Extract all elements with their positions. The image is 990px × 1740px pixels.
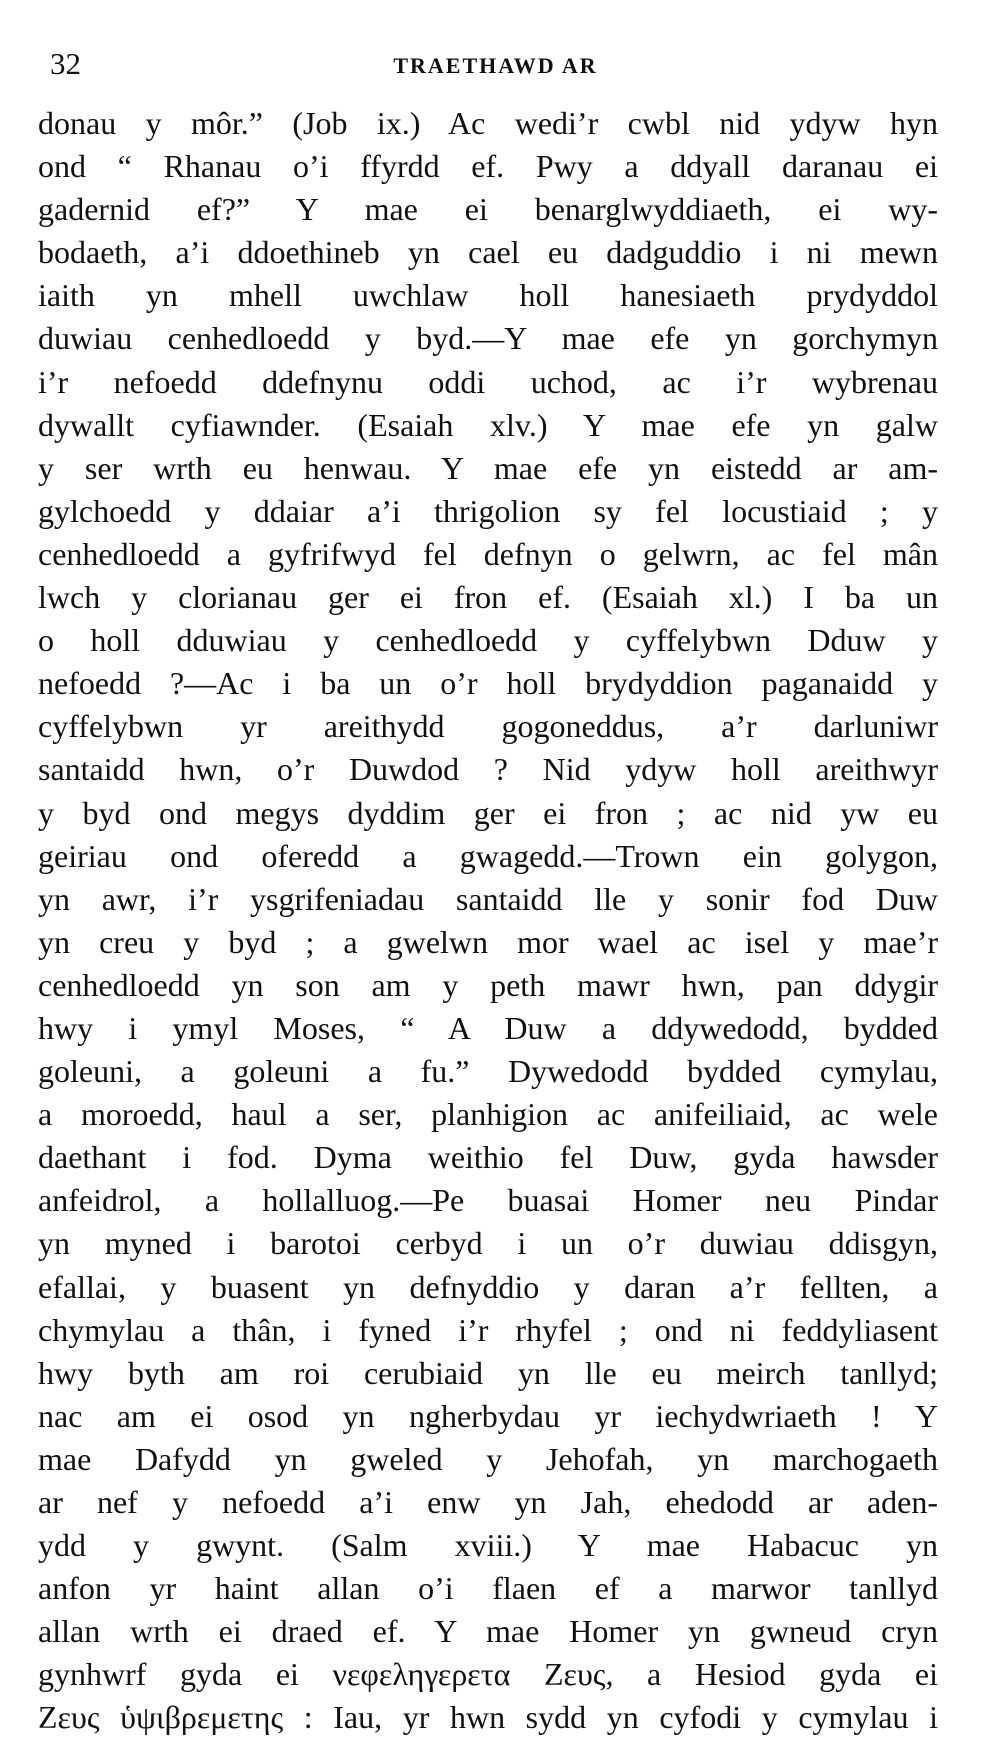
running-head: TRAETHAWD AR — [393, 53, 598, 78]
text-line: dywallt cyfiawnder. (Esaiah xlv.) Y mae efe yn galw — [38, 406, 938, 443]
text-line: goleuni, a goleuni a fu.” Dywedodd bydded cymylau, — [38, 1053, 938, 1090]
text-line: geiriau ond oferedd a gwagedd.—Trown ein golygon, — [38, 837, 938, 874]
text-line: hwy i ymyl Moses, “ A Duw a ddywedodd, bydded — [38, 1009, 938, 1046]
page-header — [48, 44, 943, 84]
text-line: daethant i fod. Dyma weithio fel Duw, gyda hawsder — [38, 1139, 938, 1176]
text-line: ond “ Rhanau o’i ffyrdd ef. Pwy a ddyall daranau ei — [38, 148, 938, 185]
text-line: yn creu y byd ; a gwelwn mor wael ac isel y mae’r — [38, 923, 938, 960]
text-line: lwch y clorianau ger ei fron ef. (Esaiah xl.) I ba un — [38, 579, 938, 616]
text-line: gadernid ef?” Y mae ei benarglwyddiaeth, ei wy- — [38, 191, 938, 228]
text-line: Ζευς ὑψιβρεμετης : Iau, yr hwn sydd yn cyfodi y cymylau i — [38, 1699, 938, 1736]
text-line: o holl dduwiau y cenhedloedd y cyffelybwn Dduw y — [38, 622, 938, 659]
text-line: y ser wrth eu henwau. Y mae efe yn eistedd ar am- — [38, 449, 938, 486]
text-line: yn myned i barotoi cerbyd i un o’r duwiau ddisgyn, — [38, 1225, 938, 1262]
text-line: donau y môr.” (Job ix.) Ac wedi’r cwbl nid ydyw hyn — [38, 105, 938, 141]
text-line: i’r nefoedd ddefnynu oddi uchod, ac i’r wybrenau — [38, 363, 938, 400]
text-line: duwiau cenhedloedd y byd.—Y mae efe yn gorchymyn — [38, 320, 938, 357]
text-line: cenhedloedd yn son am y peth mawr hwn, pan ddygir — [38, 966, 938, 1003]
text-line: efallai, y buasent yn defnyddio y daran a’r fellten, a — [38, 1268, 938, 1305]
text-line: nefoedd ?—Ac i ba un o’r holl brydyddion paganaidd y — [38, 665, 938, 702]
text-line: santaidd hwn, o’r Duwdod ? Nid ydyw holl areithwyr — [38, 751, 938, 788]
text-line: chymylau a thân, i fyned i’r rhyfel ; ond ni feddyliasent — [38, 1311, 938, 1348]
text-line: a moroedd, haul a ser, planhigion ac anifeiliaid, ac wele — [38, 1096, 938, 1133]
text-line: gynhwrf gyda ei νεφεληγερετα Ζευς, a Hesiod gyda ei — [38, 1656, 938, 1693]
text-line: nac am ei osod yn ngherbydau yr iechydwriaeth ! Y — [38, 1397, 938, 1434]
text-line: mae Dafydd yn gweled y Jehofah, yn marchogaeth — [38, 1440, 938, 1477]
text-line: allan wrth ei draed ef. Y mae Homer yn gwneud cryn — [38, 1613, 938, 1650]
text-line: ydd y gwynt. (Salm xviii.) Y mae Habacuc yn — [38, 1527, 938, 1564]
text-line: cyffelybwn yr areithydd gogoneddus, a’r darluniwr — [38, 708, 938, 745]
text-line: iaith yn mhell uwchlaw holl hanesiaeth prydyddol — [38, 277, 938, 314]
body-text — [38, 102, 938, 1740]
page-number: 32 — [50, 46, 81, 81]
text-line: anfon yr haint allan o’i flaen ef a marwor tanllyd — [38, 1570, 938, 1607]
text-line: cenhedloedd a gyfrifwyd fel defnyn o gelwrn, ac fel mân — [38, 535, 938, 572]
text-line: yn awr, i’r ysgrifeniadau santaidd lle y sonir fod Duw — [38, 880, 938, 917]
text-line: gylchoedd y ddaiar a’i thrigolion sy fel locustiaid ; y — [38, 492, 938, 529]
text-line: y byd ond megys dyddim ger ei fron ; ac nid yw eu — [38, 794, 938, 831]
text-line: ar nef y nefoedd a’i enw yn Jah, ehedodd ar aden- — [38, 1484, 938, 1520]
text-line: anfeidrol, a hollalluog.—Pe buasai Homer neu Pindar — [38, 1182, 938, 1219]
text-line: hwy byth am roi cerubiaid yn lle eu meirch tanllyd; — [38, 1354, 938, 1391]
text-line: bodaeth, a’i ddoethineb yn cael eu dadguddio i ni mewn — [38, 234, 938, 271]
